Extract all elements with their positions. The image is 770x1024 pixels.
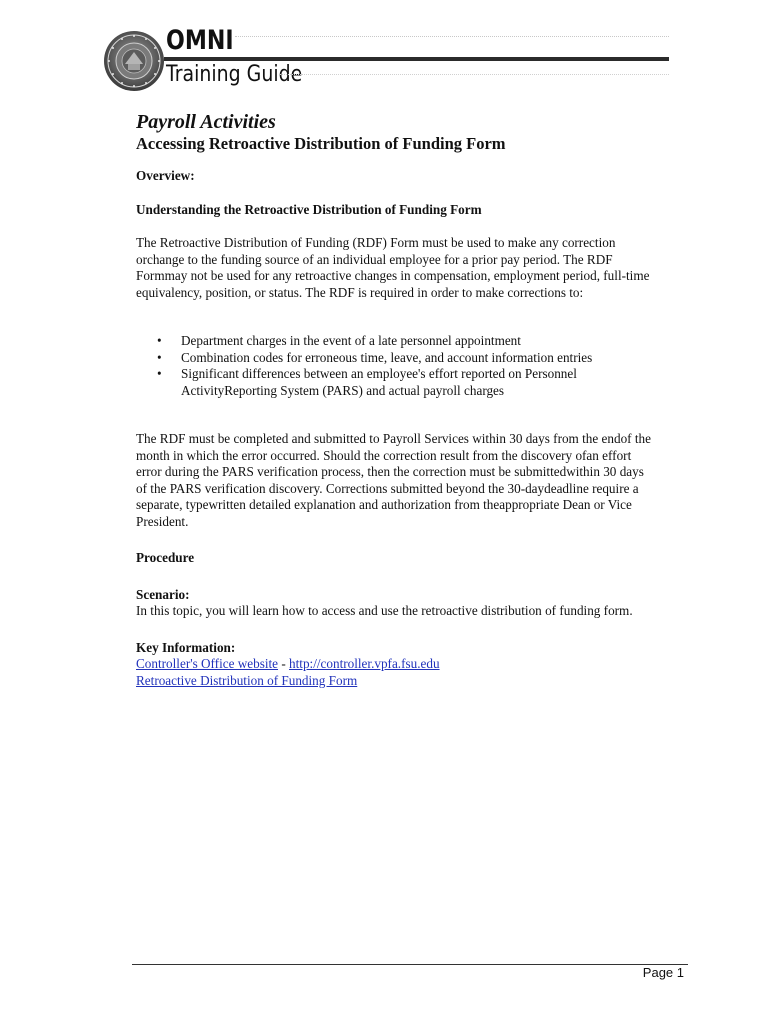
list-item-text: Significant differences between an employee's effort reported on Personnel <box>181 366 577 381</box>
paragraph-line: The RDF must be completed and submitted to Payroll Services within 30 days from the endof the <box>136 431 651 446</box>
brand-subtitle: Training Guide <box>166 62 303 87</box>
bullet-icon: • <box>157 349 162 365</box>
link-separator: - <box>278 656 290 671</box>
page-number: Page 1 <box>642 965 684 980</box>
university-seal-icon <box>103 30 165 92</box>
paragraph-line: equivalency, position, or status. The RDF is required in order to make corrections to: <box>136 284 584 300</box>
bullet-icon: • <box>157 333 162 348</box>
procedure-heading: Procedure <box>136 550 195 565</box>
overview-heading: Overview: <box>136 168 195 183</box>
paragraph-line: separate, typewritten detailed explanation and authorization from theappropriate Dean or Vice <box>136 497 632 512</box>
brand-title: OMNI <box>166 25 234 56</box>
section-title: Payroll Activities <box>136 111 276 133</box>
footer-rule <box>132 964 688 965</box>
list-item-text: ActivityReporting System (PARS) and actual payroll charges <box>181 382 505 398</box>
controller-url-link[interactable]: http://controller.vpfa.fsu.edu <box>289 656 440 671</box>
list-item <box>157 366 676 399</box>
bullet-icon: • <box>157 366 162 381</box>
intro-paragraph <box>136 235 676 301</box>
paragraph-line: of the PARS verification discovery. Corrections submitted beyond the 30-daydeadline require a <box>136 480 639 496</box>
scenario-heading: Scenario: <box>136 586 190 602</box>
paragraph-line: error during the PARS verification process, then the correction must be submittedwithin 30 days <box>136 464 644 479</box>
controller-office-link[interactable]: Controller's Office website <box>136 656 279 671</box>
deadline-paragraph <box>136 431 676 530</box>
list-item-text: Department charges in the event of a late personnel appointment <box>181 333 521 348</box>
controller-link-line <box>136 656 676 673</box>
paragraph-line: The Retroactive Distribution of Funding (RDF) Form must be used to make any correction <box>136 235 616 250</box>
paragraph-line: President. <box>136 513 189 529</box>
document-body <box>136 110 676 689</box>
header-dotted-rule-bottom <box>280 74 669 75</box>
list-item <box>157 349 676 367</box>
header-rule <box>164 57 669 61</box>
page-title: Accessing Retroactive Distribution of Funding Form <box>136 134 506 153</box>
list-item <box>157 333 676 350</box>
rdf-form-link[interactable]: Retroactive Distribution of Funding Form <box>136 672 358 688</box>
paragraph-line: orchange to the funding source of an individual employee for a prior pay period. The RDF <box>136 251 613 267</box>
scenario-text: In this topic, you will learn how to access and use the retroactive distribution of funding form. <box>136 603 633 618</box>
header-dotted-rule-top <box>235 36 669 37</box>
document-header <box>100 22 670 97</box>
corrections-list <box>136 333 676 399</box>
key-info-heading: Key Information: <box>136 639 236 655</box>
paragraph-line: Formmay not be used for any retroactive changes in compensation, employment period, full-time <box>136 268 650 283</box>
understanding-heading: Understanding the Retroactive Distribution of Funding Form <box>136 201 482 217</box>
paragraph-line: month in which the error occurred. Should the correction result from the discovery ofan effort <box>136 447 632 463</box>
list-item-text: Combination codes for erroneous time, leave, and account information entries <box>181 349 593 365</box>
